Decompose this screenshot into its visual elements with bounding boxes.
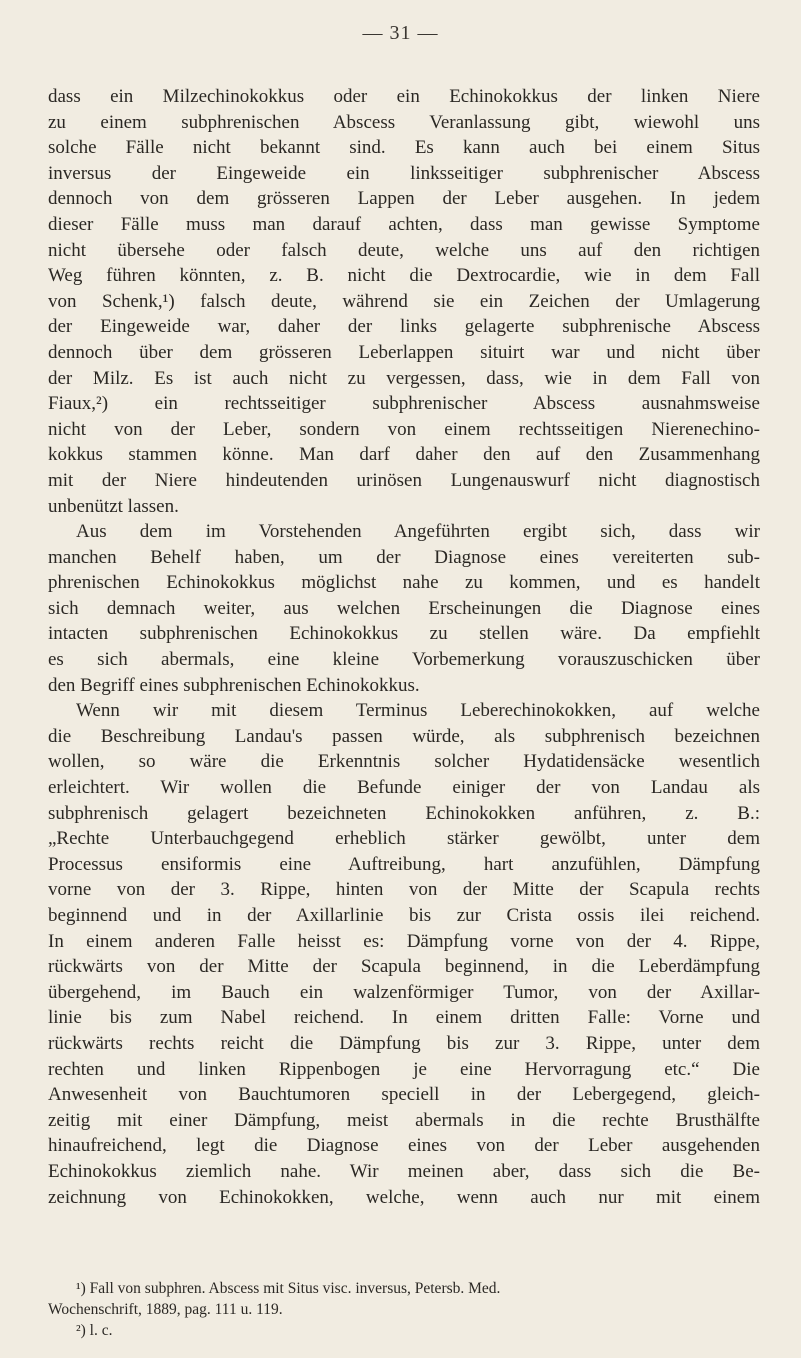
text-line: zu einem subphrenischen Abscess Veranlassung gibt, wiewohl uns bbox=[48, 111, 760, 133]
text-line: solche Fälle nicht bekannt sind. Es kann auch bei einem Situs bbox=[48, 137, 760, 159]
text-line: vorne von der 3. Rippe, hinten von der Mitte der Scapula rechts bbox=[48, 879, 760, 901]
text-line: Weg führen könnten, z. B. nicht die Dextrocardie, wie in dem Fall bbox=[48, 265, 760, 287]
text-line: phrenischen Echinokokkus möglichst nahe zu kommen, und es handelt bbox=[48, 572, 760, 594]
text-line: nicht von der Leber, sondern von einem rechtsseitigen Nierenechino- bbox=[48, 418, 760, 440]
text-line: unbenützt lassen. bbox=[48, 495, 179, 517]
page-number: — 31 — bbox=[362, 22, 439, 44]
text-line: rückwärts von der Mitte der Scapula beginnend, in die Leberdämpfung bbox=[48, 956, 760, 978]
text-line: dieser Fälle muss man darauf achten, dass man gewisse Symptome bbox=[48, 213, 760, 235]
text-line: dennoch von dem grösseren Lappen der Leber ausgehen. In jedem bbox=[48, 188, 760, 210]
text-line: von Schenk,¹) falsch deute, während sie ein Zeichen der Umlagerung bbox=[48, 290, 760, 312]
text-line: Anwesenheit von Bauchtumoren speciell in der Lebergegend, gleich- bbox=[48, 1084, 760, 1106]
text-line: übergehend, im Bauch ein walzenförmiger Tumor, von der Axillar- bbox=[48, 981, 760, 1003]
text-line: manchen Behelf haben, um der Diagnose eines vereiterten sub- bbox=[48, 546, 760, 568]
text-line: die Beschreibung Landau's passen würde, als subphrenisch bezeichnen bbox=[48, 725, 760, 747]
text-line: nicht übersehe oder falsch deute, welche uns auf den richtigen bbox=[48, 239, 760, 261]
footnotes bbox=[48, 1278, 760, 1341]
text-line: Wenn wir mit diesem Terminus Leberechinokokken, auf welche bbox=[76, 700, 760, 722]
text-line: wollen, so wäre die Erkenntnis solcher Hydatidensäcke wesentlich bbox=[48, 751, 760, 773]
text-line: rückwärts rechts reicht die Dämpfung bis zur 3. Rippe, unter dem bbox=[48, 1032, 760, 1054]
text-line: rechten und linken Rippenbogen je eine Hervorragung etc.“ Die bbox=[48, 1058, 760, 1080]
main-text bbox=[48, 84, 760, 1210]
footnote-line: ¹) Fall von subphren. Abscess mit Situs visc. inversus, Petersb. Med. bbox=[76, 1280, 501, 1297]
text-line: der Milz. Es ist auch nicht zu vergessen, dass, wie in dem Fall von bbox=[48, 367, 760, 389]
text-line: mit der Niere hindeutenden urinösen Lungenauswurf nicht diagnostisch bbox=[48, 469, 760, 491]
text-line: sich demnach weiter, aus welchen Erscheinungen die Diagnose eines bbox=[48, 597, 760, 619]
text-line: zeichnung von Echinokokken, welche, wenn auch nur mit einem bbox=[48, 1186, 760, 1208]
text-line: Echinokokkus ziemlich nahe. Wir meinen aber, dass sich die Be- bbox=[48, 1160, 760, 1182]
footnote-line: ²) l. c. bbox=[76, 1322, 113, 1339]
text-line: zeitig mit einer Dämpfung, meist abermals in die rechte Brusthälfte bbox=[48, 1109, 760, 1131]
text-line: linie bis zum Nabel reichend. In einem dritten Falle: Vorne und bbox=[48, 1007, 760, 1029]
footnote-line: Wochenschrift, 1889, pag. 111 u. 119. bbox=[48, 1301, 283, 1318]
text-line: inversus der Eingeweide ein linksseitiger subphrenischer Abscess bbox=[48, 162, 760, 184]
text-line: es sich abermals, eine kleine Vorbemerkung vorauszuschicken über bbox=[48, 649, 760, 671]
text-line: In einem anderen Falle heisst es: Dämpfung vorne von der 4. Rippe, bbox=[48, 930, 760, 952]
text-line: kokkus stammen könne. Man darf daher den auf den Zusammenhang bbox=[48, 444, 760, 466]
text-line: dennoch über dem grösseren Leberlappen situirt war und nicht über bbox=[48, 341, 760, 363]
text-line: hinaufreichend, legt die Diagnose eines von der Leber ausgehenden bbox=[48, 1135, 760, 1157]
text-line: intacten subphrenischen Echinokokkus zu stellen wäre. Da empfiehlt bbox=[48, 623, 760, 645]
text-line: der Eingeweide war, daher der links gelagerte subphrenische Abscess bbox=[48, 316, 760, 338]
text-line: dass ein Milzechinokokkus oder ein Echinokokkus der linken Niere bbox=[48, 86, 760, 107]
text-line: erleichtert. Wir wollen die Befunde einiger der von Landau als bbox=[48, 777, 760, 799]
text-line: Processus ensiformis eine Auftreibung, hart anzufühlen, Dämpfung bbox=[48, 853, 760, 875]
text-line: beginnend und in der Axillarlinie bis zur Crista ossis ilei reichend. bbox=[48, 905, 760, 926]
text-line: Aus dem im Vorstehenden Angeführten ergibt sich, dass wir bbox=[76, 521, 760, 543]
text-line: subphrenisch gelagert bezeichneten Echinokokken anführen, z. B.: bbox=[48, 802, 760, 824]
text-line: Fiaux,²) ein rechtsseitiger subphrenischer Abscess ausnahmsweise bbox=[48, 393, 760, 415]
text-line: den Begriff eines subphrenischen Echinokokkus. bbox=[48, 674, 420, 696]
text-line: „Rechte Unterbauchgegend erheblich stärker gewölbt, unter dem bbox=[48, 828, 760, 850]
